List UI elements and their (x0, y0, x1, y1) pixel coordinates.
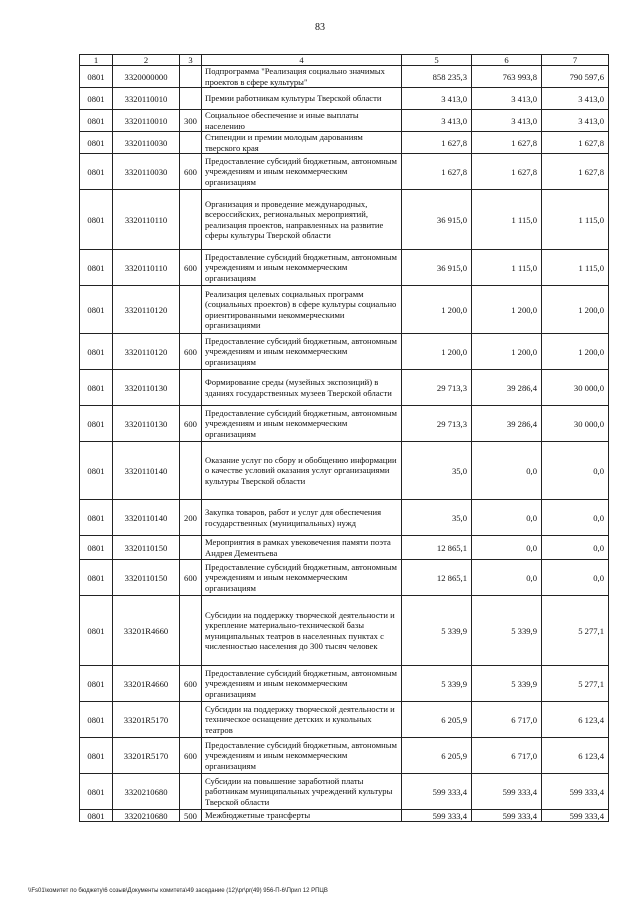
expense-type-cell (180, 596, 202, 666)
expense-type-cell: 500 (180, 810, 202, 822)
section-code-cell: 0801 (80, 286, 113, 334)
description-cell: Социальное обеспечение и иные выплаты населению (202, 110, 402, 132)
expense-type-cell: 300 (180, 110, 202, 132)
amount-year2-cell: 599 333,4 (472, 774, 542, 810)
description-cell: Предоставление субсидий бюджетным, автономным учреждениям и иным некоммерческим организациям (202, 560, 402, 596)
target-article-cell: 3320110010 (113, 88, 180, 110)
target-article-cell: 3320110150 (113, 560, 180, 596)
expense-type-cell: 600 (180, 560, 202, 596)
amount-year3-cell: 0,0 (542, 536, 609, 560)
table-row (80, 442, 609, 500)
description-cell: Субсидии на повышение заработной платы работникам муниципальных учреждений культуры Тверской области (202, 774, 402, 810)
amount-year2-cell: 3 413,0 (472, 88, 542, 110)
expense-type-cell (180, 132, 202, 154)
description-cell: Предоставление субсидий бюджетным, автономным учреждениям и иным некоммерческим организациям (202, 154, 402, 190)
section-code-cell: 0801 (80, 442, 113, 500)
expense-type-cell: 600 (180, 666, 202, 702)
target-article-cell: 33201R4660 (113, 666, 180, 702)
target-article-cell: 3320210680 (113, 774, 180, 810)
target-article-cell: 3320110150 (113, 536, 180, 560)
amount-year2-cell: 5 339,9 (472, 666, 542, 702)
amount-year2-cell: 0,0 (472, 442, 542, 500)
description-cell: Формирование среды (музейных экспозиций) в зданиях государственных музеев Тверской области (202, 370, 402, 406)
amount-year3-cell: 3 413,0 (542, 110, 609, 132)
amount-year3-cell: 1 200,0 (542, 286, 609, 334)
expense-type-cell: 600 (180, 250, 202, 286)
amount-year1-cell: 12 865,1 (402, 560, 472, 596)
description-cell: Мероприятия в рамках увековечения памяти поэта Андрея Дементьева (202, 536, 402, 560)
amount-year2-cell: 1 115,0 (472, 190, 542, 250)
amount-year1-cell: 5 339,9 (402, 666, 472, 702)
table-row (80, 560, 609, 596)
amount-year1-cell: 5 339,9 (402, 596, 472, 666)
amount-year2-cell: 6 717,0 (472, 702, 542, 738)
description-cell: Премии работникам культуры Тверской области (202, 88, 402, 110)
page-number: 83 (315, 22, 325, 33)
amount-year2-cell: 1 200,0 (472, 286, 542, 334)
table-row (80, 132, 609, 154)
amount-year3-cell: 1 115,0 (542, 190, 609, 250)
header-cell-1: 1 (80, 55, 113, 66)
target-article-cell: 3320110120 (113, 334, 180, 370)
expense-type-cell: 600 (180, 154, 202, 190)
description-cell: Организация и проведение международных, всероссийских, региональных мероприятий, реализация проектов, направленных на развитие сферы культуры Тверской области (202, 190, 402, 250)
amount-year1-cell: 29 713,3 (402, 370, 472, 406)
table-row (80, 500, 609, 536)
table-row (80, 596, 609, 666)
expense-type-cell (180, 370, 202, 406)
description-cell: Предоставление субсидий бюджетным, автономным учреждениям и иным некоммерческим организациям (202, 666, 402, 702)
table-row (80, 334, 609, 370)
header-cell-6: 6 (472, 55, 542, 66)
amount-year1-cell: 1 200,0 (402, 286, 472, 334)
description-cell: Субсидии на поддержку творческой деятельности и техническое оснащение детских и кукольных театров (202, 702, 402, 738)
table-row (80, 370, 609, 406)
amount-year1-cell: 35,0 (402, 442, 472, 500)
amount-year3-cell: 30 000,0 (542, 406, 609, 442)
table-row (80, 738, 609, 774)
section-code-cell: 0801 (80, 560, 113, 596)
amount-year2-cell: 599 333,4 (472, 810, 542, 822)
header-cell-5: 5 (402, 55, 472, 66)
table-row (80, 406, 609, 442)
amount-year1-cell: 599 333,4 (402, 774, 472, 810)
description-cell: Предоставление субсидий бюджетным, автономным учреждениям и иным некоммерческим организациям (202, 334, 402, 370)
section-code-cell: 0801 (80, 250, 113, 286)
amount-year3-cell: 0,0 (542, 500, 609, 536)
amount-year3-cell: 599 333,4 (542, 774, 609, 810)
amount-year2-cell: 39 286,4 (472, 370, 542, 406)
table-row (80, 250, 609, 286)
expense-type-cell (180, 286, 202, 334)
amount-year2-cell: 763 993,8 (472, 66, 542, 88)
amount-year2-cell: 5 339,9 (472, 596, 542, 666)
section-code-cell: 0801 (80, 132, 113, 154)
section-code-cell: 0801 (80, 406, 113, 442)
amount-year3-cell: 599 333,4 (542, 810, 609, 822)
target-article-cell: 3320110030 (113, 154, 180, 190)
target-article-cell: 3320110110 (113, 190, 180, 250)
section-code-cell: 0801 (80, 666, 113, 702)
description-cell: Реализация целевых социальных программ (социальных проектов) в сфере культуры социально ориентированными некоммерческими организациями (202, 286, 402, 334)
section-code-cell: 0801 (80, 596, 113, 666)
target-article-cell: 3320110130 (113, 370, 180, 406)
table-row (80, 88, 609, 110)
amount-year1-cell: 36 915,0 (402, 250, 472, 286)
table-row (80, 666, 609, 702)
target-article-cell: 3320110010 (113, 110, 180, 132)
section-code-cell: 0801 (80, 154, 113, 190)
section-code-cell: 0801 (80, 774, 113, 810)
amount-year2-cell: 0,0 (472, 500, 542, 536)
amount-year1-cell: 858 235,3 (402, 66, 472, 88)
target-article-cell: 3320110120 (113, 286, 180, 334)
amount-year1-cell: 3 413,0 (402, 88, 472, 110)
table-row (80, 702, 609, 738)
section-code-cell: 0801 (80, 738, 113, 774)
expense-type-cell (180, 536, 202, 560)
header-cell-4: 4 (202, 55, 402, 66)
amount-year2-cell: 39 286,4 (472, 406, 542, 442)
amount-year2-cell: 0,0 (472, 536, 542, 560)
amount-year1-cell: 35,0 (402, 500, 472, 536)
amount-year3-cell: 790 597,6 (542, 66, 609, 88)
description-cell: Закупка товаров, работ и услуг для обеспечения государственных (муниципальных) нужд (202, 500, 402, 536)
expense-type-cell (180, 88, 202, 110)
amount-year2-cell: 1 115,0 (472, 250, 542, 286)
expense-type-cell: 200 (180, 500, 202, 536)
amount-year3-cell: 0,0 (542, 442, 609, 500)
amount-year1-cell: 1 627,8 (402, 154, 472, 190)
amount-year2-cell: 3 413,0 (472, 110, 542, 132)
expense-type-cell (180, 190, 202, 250)
header-cell-2: 2 (113, 55, 180, 66)
amount-year2-cell: 1 200,0 (472, 334, 542, 370)
amount-year3-cell: 5 277,1 (542, 596, 609, 666)
amount-year2-cell: 6 717,0 (472, 738, 542, 774)
amount-year1-cell: 29 713,3 (402, 406, 472, 442)
amount-year3-cell: 6 123,4 (542, 702, 609, 738)
table-row (80, 154, 609, 190)
amount-year1-cell: 1 627,8 (402, 132, 472, 154)
amount-year1-cell: 1 200,0 (402, 334, 472, 370)
table-row (80, 810, 609, 822)
expense-type-cell: 600 (180, 738, 202, 774)
table-row (80, 286, 609, 334)
expense-type-cell (180, 66, 202, 88)
section-code-cell: 0801 (80, 500, 113, 536)
section-code-cell: 0801 (80, 370, 113, 406)
expense-type-cell (180, 442, 202, 500)
expense-type-cell (180, 702, 202, 738)
budget-table (79, 54, 609, 822)
amount-year1-cell: 6 205,9 (402, 702, 472, 738)
target-article-cell: 33201R5170 (113, 702, 180, 738)
description-cell: Предоставление субсидий бюджетным, автономным учреждениям и иным некоммерческим организациям (202, 406, 402, 442)
file-path-footer: \\Fs01\комитет по бюджету\6 созыв\Документы комитета\49 заседание (12)\pr\pr(49) 956-П-6\Прил 12 РПЦВ (28, 888, 328, 894)
table-row (80, 536, 609, 560)
target-article-cell: 33201R5170 (113, 738, 180, 774)
expense-type-cell: 600 (180, 334, 202, 370)
section-code-cell: 0801 (80, 536, 113, 560)
amount-year3-cell: 1 200,0 (542, 334, 609, 370)
amount-year3-cell: 6 123,4 (542, 738, 609, 774)
amount-year3-cell: 30 000,0 (542, 370, 609, 406)
amount-year3-cell: 1 627,8 (542, 154, 609, 190)
description-cell: Межбюджетные трансферты (202, 810, 402, 822)
table-row (80, 110, 609, 132)
description-cell: Стипендии и премии молодым дарованиям тверского края (202, 132, 402, 154)
amount-year3-cell: 0,0 (542, 560, 609, 596)
amount-year3-cell: 3 413,0 (542, 88, 609, 110)
description-cell: Субсидии на поддержку творческой деятельности и укрепление материально-технической базы муниципальных театров в населенных пунктах с численностью населения до 300 тысяч человек (202, 596, 402, 666)
description-cell: Предоставление субсидий бюджетным, автономным учреждениям и иным некоммерческим организациям (202, 250, 402, 286)
target-article-cell: 3320110030 (113, 132, 180, 154)
table-row (80, 774, 609, 810)
amount-year3-cell: 1 115,0 (542, 250, 609, 286)
section-code-cell: 0801 (80, 810, 113, 822)
target-article-cell: 3320110140 (113, 442, 180, 500)
section-code-cell: 0801 (80, 334, 113, 370)
expense-type-cell (180, 774, 202, 810)
amount-year1-cell: 599 333,4 (402, 810, 472, 822)
table-row (80, 66, 609, 88)
target-article-cell: 3320110140 (113, 500, 180, 536)
expense-type-cell: 600 (180, 406, 202, 442)
target-article-cell: 3320110130 (113, 406, 180, 442)
target-article-cell: 33201R4660 (113, 596, 180, 666)
amount-year2-cell: 0,0 (472, 560, 542, 596)
amount-year2-cell: 1 627,8 (472, 154, 542, 190)
section-code-cell: 0801 (80, 190, 113, 250)
header-cell-3: 3 (180, 55, 202, 66)
section-code-cell: 0801 (80, 66, 113, 88)
table-header-row (80, 55, 609, 66)
section-code-cell: 0801 (80, 88, 113, 110)
section-code-cell: 0801 (80, 110, 113, 132)
amount-year2-cell: 1 627,8 (472, 132, 542, 154)
description-cell: Оказание услуг по сбору и обобщению информации о качестве условий оказания услуг организациями культуры Тверской области (202, 442, 402, 500)
amount-year1-cell: 12 865,1 (402, 536, 472, 560)
target-article-cell: 3320000000 (113, 66, 180, 88)
description-cell: Предоставление субсидий бюджетным, автономным учреждениям и иным некоммерческим организациям (202, 738, 402, 774)
section-code-cell: 0801 (80, 702, 113, 738)
amount-year3-cell: 1 627,8 (542, 132, 609, 154)
amount-year3-cell: 5 277,1 (542, 666, 609, 702)
table-row (80, 190, 609, 250)
target-article-cell: 3320210680 (113, 810, 180, 822)
description-cell: Подпрограмма "Реализация социально значимых проектов в сфере культуры" (202, 66, 402, 88)
amount-year1-cell: 6 205,9 (402, 738, 472, 774)
target-article-cell: 3320110110 (113, 250, 180, 286)
amount-year1-cell: 3 413,0 (402, 110, 472, 132)
header-cell-7: 7 (542, 55, 609, 66)
amount-year1-cell: 36 915,0 (402, 190, 472, 250)
